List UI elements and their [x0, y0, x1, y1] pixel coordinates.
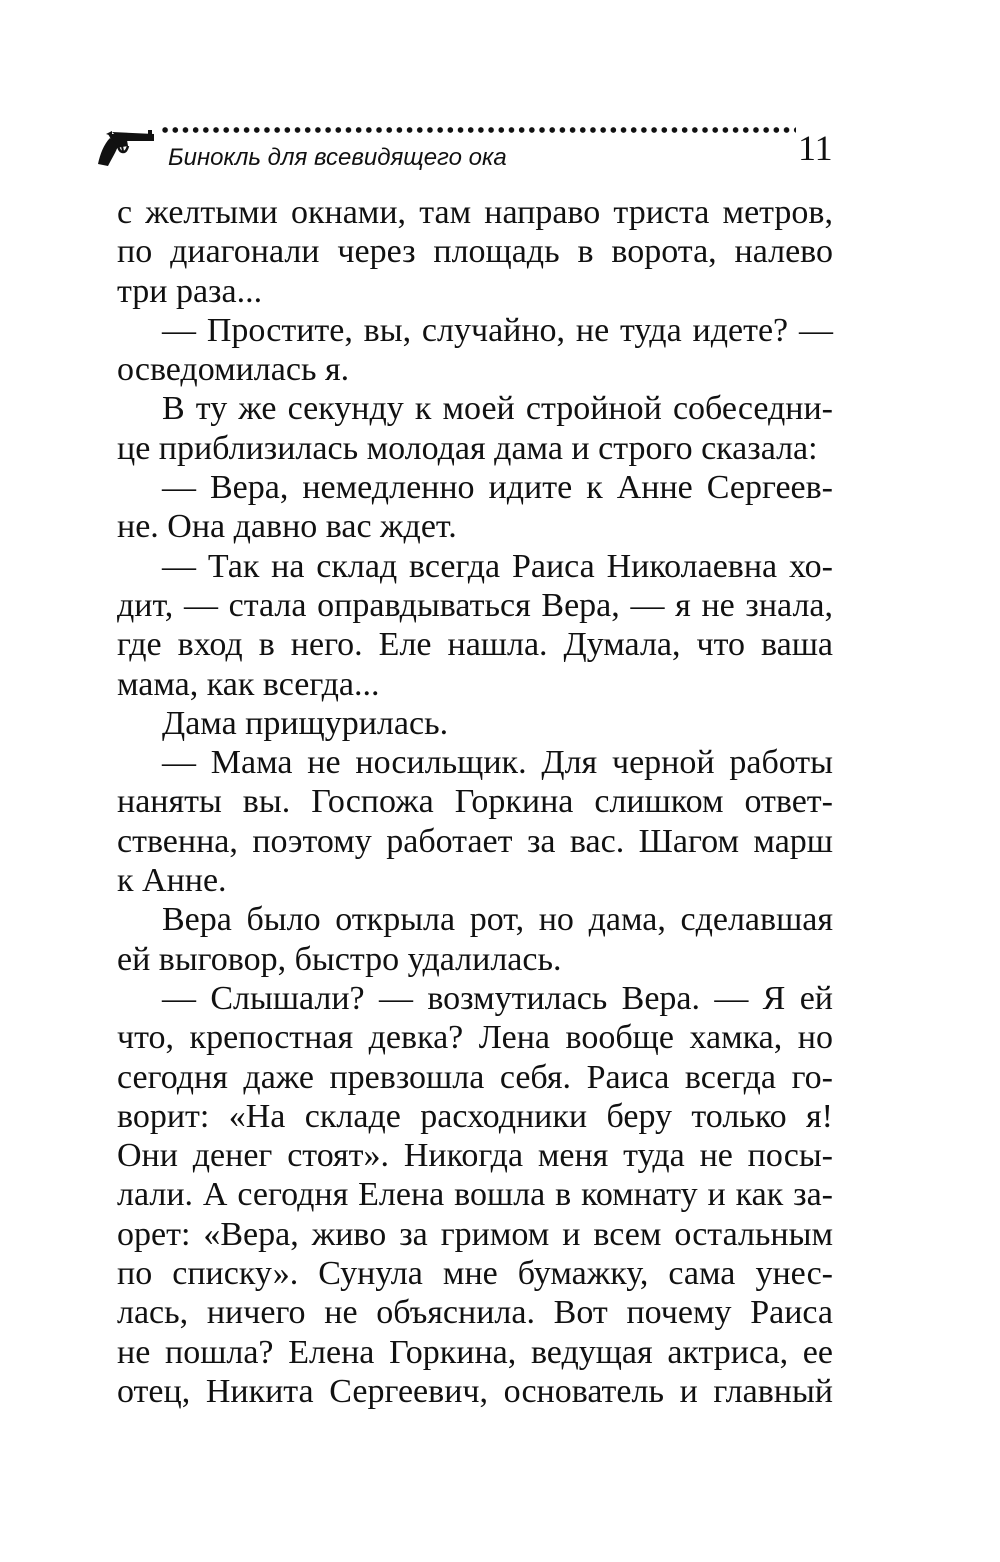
running-head [98, 124, 838, 176]
text-line: что, крепостная девка? Лена вообще хамка, но [117, 1019, 833, 1057]
text-line: Дама прищурилась. [162, 704, 449, 742]
text-line: осведомилась я. [117, 351, 350, 389]
text-line: орет: «Вера, живо за гримом и всем остальным [117, 1215, 833, 1253]
text-line: наняты вы. Госпожа Горкина слишком ответ- [117, 783, 833, 821]
text-line: Вера было открыла рот, но дама, сделавшая [162, 901, 833, 939]
leader-dots [160, 126, 796, 134]
text-line: — Мама не носильщик. Для черной работы [162, 744, 833, 782]
text-line: — Слышали? — возмутилась Вера. — Я ей [162, 979, 833, 1017]
text-line: лали. А сегодня Елена вошла в комнату и как за- [117, 1176, 833, 1214]
text-line: где вход в него. Еле нашла. Думала, что ваша [117, 626, 833, 664]
text-line: це приблизилась молодая дама и строго сказала: [117, 429, 818, 467]
text-line: ей выговор, быстро удалилась. [117, 940, 562, 978]
text-line: — Так на склад всегда Раиса Николаевна хо- [162, 547, 833, 585]
text-line: Они денег стоят». Никогда меня туда не посы- [117, 1137, 833, 1175]
text-line: лась, ничего не объяснила. Вот почему Раиса [117, 1294, 833, 1332]
text-line: по списку». Сунула мне бумажку, сама унес- [117, 1255, 833, 1293]
text-line: мама, как всегда... [117, 665, 380, 703]
text-line: ственна, поэтому работает за вас. Шагом марш [117, 822, 833, 860]
text-line: с желтыми окнами, там направо триста метров, [117, 194, 833, 231]
text-line: В ту же секунду к моей стройной собеседни- [162, 390, 833, 428]
revolver-icon [98, 128, 156, 168]
text-line: три раза... [117, 272, 263, 310]
text-line: сегодня даже превзошла себя. Раиса всегда го- [117, 1058, 833, 1096]
text-line: не пошла? Елена Горкина, ведущая актриса, ее [117, 1333, 833, 1371]
text-line: не. Она давно вас ждет. [117, 508, 457, 546]
text-line: ворит: «На складе расходники беру только я! [117, 1097, 833, 1135]
text-line: к Анне. [117, 862, 227, 900]
book-title: Бинокль для всевидящего ока [168, 144, 507, 171]
page-number: 11 [798, 128, 833, 168]
text-line: дит, — стала оправдываться Вера, — я не знала, [117, 586, 833, 624]
text-line: отец, Никита Сергеевич, основатель и главный [117, 1372, 833, 1410]
body-text [117, 193, 833, 1411]
text-line: по диагонали через площадь в ворота, налево [117, 233, 833, 271]
text-line: — Простите, вы, случайно, не туда идете? — [162, 311, 833, 349]
text-line: — Вера, немедленно идите к Анне Сергеев- [162, 469, 833, 507]
